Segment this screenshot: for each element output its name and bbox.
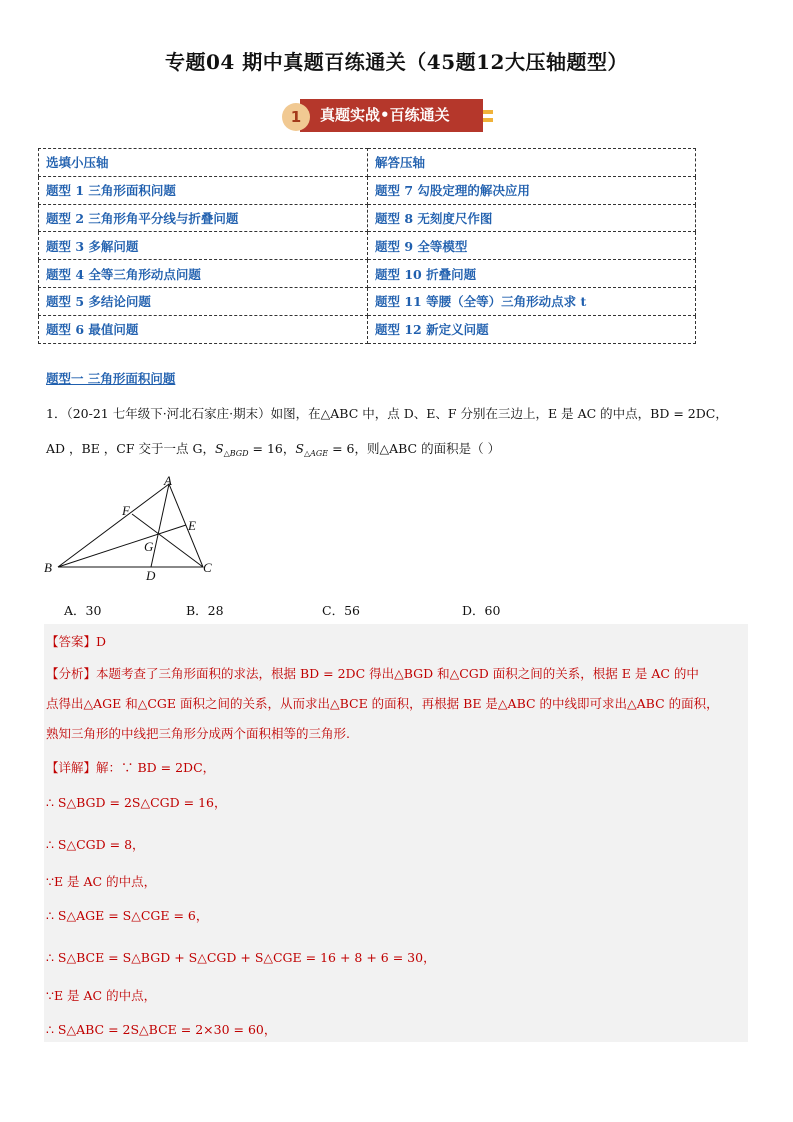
detail-line: 【详解】解：∵ BD = 2DC， [46, 760, 216, 775]
table-row [39, 260, 696, 288]
table-row [39, 149, 696, 177]
banner-label: 真题实战•百练通关 [300, 99, 483, 132]
question-line-2: AD ，BE ，CF 交于一点 G，$S_{\triangle BGD} = 16$，$S_{\triangle AGE} = 6$，则△ABC 的面积是（ ） [46, 441, 501, 458]
table-row [39, 315, 696, 343]
label-a: A [164, 474, 172, 488]
solution-step: ∴ S△AGE = S△CGE = 6， [46, 908, 209, 923]
solution-step: ∴ S△BGD = 2S△CGD = 16， [46, 795, 227, 810]
triangle-abc [58, 484, 203, 567]
banner-stripe [483, 118, 493, 122]
table-cell[interactable]: 题型 11 等腰（全等）三角形动点求 t [368, 287, 696, 315]
label-f: F [122, 503, 130, 518]
segment-be [58, 525, 186, 567]
segment-ad [151, 484, 169, 567]
solution-step: ∴ S△ABC = 2S△BCE = 2×30 = 60， [46, 1022, 277, 1037]
option-d[interactable]: D．60 [462, 603, 501, 618]
option-b[interactable]: B．28 [186, 603, 224, 618]
solution-step: ∵E 是 AC 的中点， [46, 988, 157, 1003]
table-cell[interactable]: 题型 1 三角形面积问题 [39, 176, 368, 204]
table-cell[interactable]: 选填小压轴 [39, 149, 368, 177]
label-d: D [146, 568, 156, 583]
table-cell[interactable]: 题型 9 全等模型 [368, 232, 696, 260]
banner-stripe [483, 110, 493, 114]
table-cell[interactable]: 题型 12 新定义问题 [368, 315, 696, 343]
solution-box [44, 624, 748, 1042]
page-title: 专题04 期中真题百练通关（45题12大压轴题型） [165, 50, 628, 74]
label-b: B [44, 560, 52, 575]
table-cell[interactable]: 解答压轴 [368, 149, 696, 177]
table-row [39, 204, 696, 232]
analysis-line-1: 【分析】本题考查了三角形面积的求法，根据 BD = 2DC 得出△BGD 和△CGD 面积之间的关系，根据 E 是 AC 的中 [46, 666, 699, 681]
table-row [39, 287, 696, 315]
table-cell[interactable]: 题型 10 折叠问题 [368, 260, 696, 288]
label-c: C [203, 560, 212, 575]
table-cell[interactable]: 题型 5 多结论问题 [39, 287, 368, 315]
table-cell[interactable]: 题型 3 多解问题 [39, 232, 368, 260]
triangle-figure [40, 474, 230, 584]
banner-number: 1 [282, 103, 310, 131]
solution-step: ∵E 是 AC 的中点， [46, 874, 157, 889]
analysis-line-3: 熟知三角形的中线把三角形分成两个面积相等的三角形. [46, 726, 350, 741]
option-c[interactable]: C．56 [322, 603, 360, 618]
table-cell[interactable]: 题型 2 三角形角平分线与折叠问题 [39, 204, 368, 232]
section-banner [282, 97, 512, 137]
answer-line: 【答案】D [46, 634, 107, 649]
section-heading[interactable]: 题型一 三角形面积问题 [46, 371, 176, 386]
solution-step: ∴ S△BCE = S△BGD + S△CGD + S△CGE = 16 + 8 + 6 = 30， [46, 950, 436, 965]
question-line-1: 1．（20-21 七年级下·河北石家庄·期末）如图，在△ABC 中，点 D、E、F 分别在三边上，E 是 AC 的中点，BD = 2DC， [46, 406, 728, 421]
solution-step: ∴ S△CGD = 8， [46, 837, 145, 852]
topic-table [38, 148, 696, 344]
label-e: E [188, 518, 196, 533]
table-row [39, 232, 696, 260]
table-row [39, 176, 696, 204]
table-cell[interactable]: 题型 8 无刻度尺作图 [368, 204, 696, 232]
table-cell[interactable]: 题型 6 最值问题 [39, 315, 368, 343]
table-cell[interactable]: 题型 7 勾股定理的解决应用 [368, 176, 696, 204]
label-g: G [144, 539, 154, 554]
analysis-line-2: 点得出△AGE 和△CGE 面积之间的关系，从而求出△BCE 的面积，再根据 BE 是△ABC 的中线即可求出△ABC 的面积， [46, 696, 719, 711]
table-cell[interactable]: 题型 4 全等三角形动点问题 [39, 260, 368, 288]
option-a[interactable]: A．30 [64, 603, 102, 618]
